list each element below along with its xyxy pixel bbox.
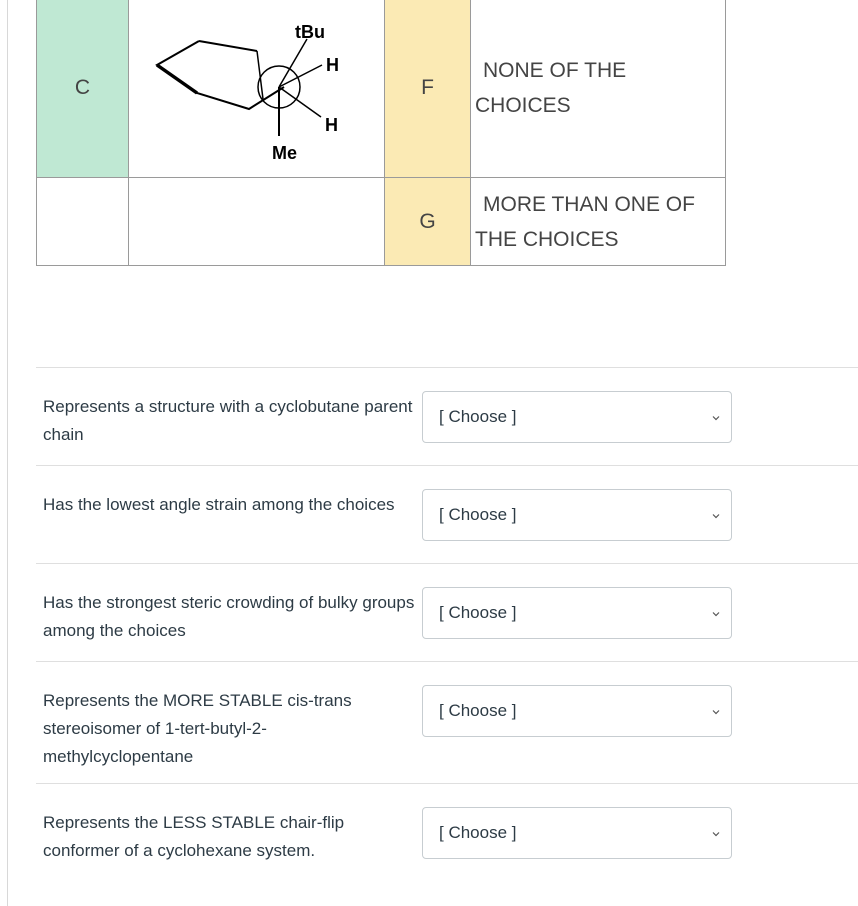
choice-letter-empty xyxy=(37,178,129,266)
select-value: [ Choose ] xyxy=(439,603,517,622)
choice-letter-c: C xyxy=(37,0,129,178)
desc-line2: THE CHOICES xyxy=(475,227,619,251)
tbu-label: tBu xyxy=(295,22,325,42)
question-prompt: Has the lowest angle strain among the choices xyxy=(43,495,395,514)
desc-line1: NONE OF THE xyxy=(483,59,627,82)
chevron-down-icon xyxy=(711,413,721,423)
select-value: [ Choose ] xyxy=(439,701,517,720)
desc-line2: CHOICES xyxy=(475,94,571,117)
me-label: Me xyxy=(272,143,298,163)
question-row xyxy=(36,661,858,783)
table-row xyxy=(37,178,726,266)
table-row xyxy=(37,0,726,178)
left-border xyxy=(7,0,8,906)
answer-select[interactable] xyxy=(422,807,732,859)
chevron-down-icon xyxy=(711,707,721,717)
select-value: [ Choose ] xyxy=(439,823,517,842)
answer-select[interactable] xyxy=(422,587,732,639)
chevron-down-icon xyxy=(711,829,721,839)
chevron-down-icon xyxy=(711,511,721,521)
answer-select[interactable] xyxy=(422,391,732,443)
select-value: [ Choose ] xyxy=(439,505,517,524)
question-row xyxy=(36,367,858,465)
question-prompt: Represents the MORE STABLE cis-trans stereoisomer of 1-tert-butyl-2-methylcyclopentane xyxy=(43,691,352,766)
newman-projection-structure xyxy=(129,0,385,178)
structure-empty xyxy=(129,178,385,266)
choices-table xyxy=(36,0,726,266)
h-label-top: H xyxy=(326,55,339,75)
chevron-down-icon xyxy=(711,609,721,619)
question-prompt: Represents the LESS STABLE chair-flip conformer of a cyclohexane system. xyxy=(43,813,345,860)
answer-select[interactable] xyxy=(422,489,732,541)
h-label-bottom: H xyxy=(325,115,338,135)
question-row xyxy=(36,563,858,661)
choice-desc-f xyxy=(471,0,726,178)
desc-line1: MORE THAN ONE OF xyxy=(483,192,695,216)
matching-question-list xyxy=(36,367,858,883)
newman-projection-svg xyxy=(129,0,384,177)
choice-letter-g: G xyxy=(385,178,471,266)
question-prompt: Represents a structure with a cyclobutane parent chain xyxy=(43,397,413,444)
question-row xyxy=(36,783,858,883)
select-value: [ Choose ] xyxy=(439,407,517,426)
answer-select[interactable] xyxy=(422,685,732,737)
choice-letter-f: F xyxy=(385,0,471,178)
question-row xyxy=(36,465,858,563)
question-prompt: Has the strongest steric crowding of bulky groups among the choices xyxy=(43,593,415,640)
choice-desc-g xyxy=(471,178,726,266)
